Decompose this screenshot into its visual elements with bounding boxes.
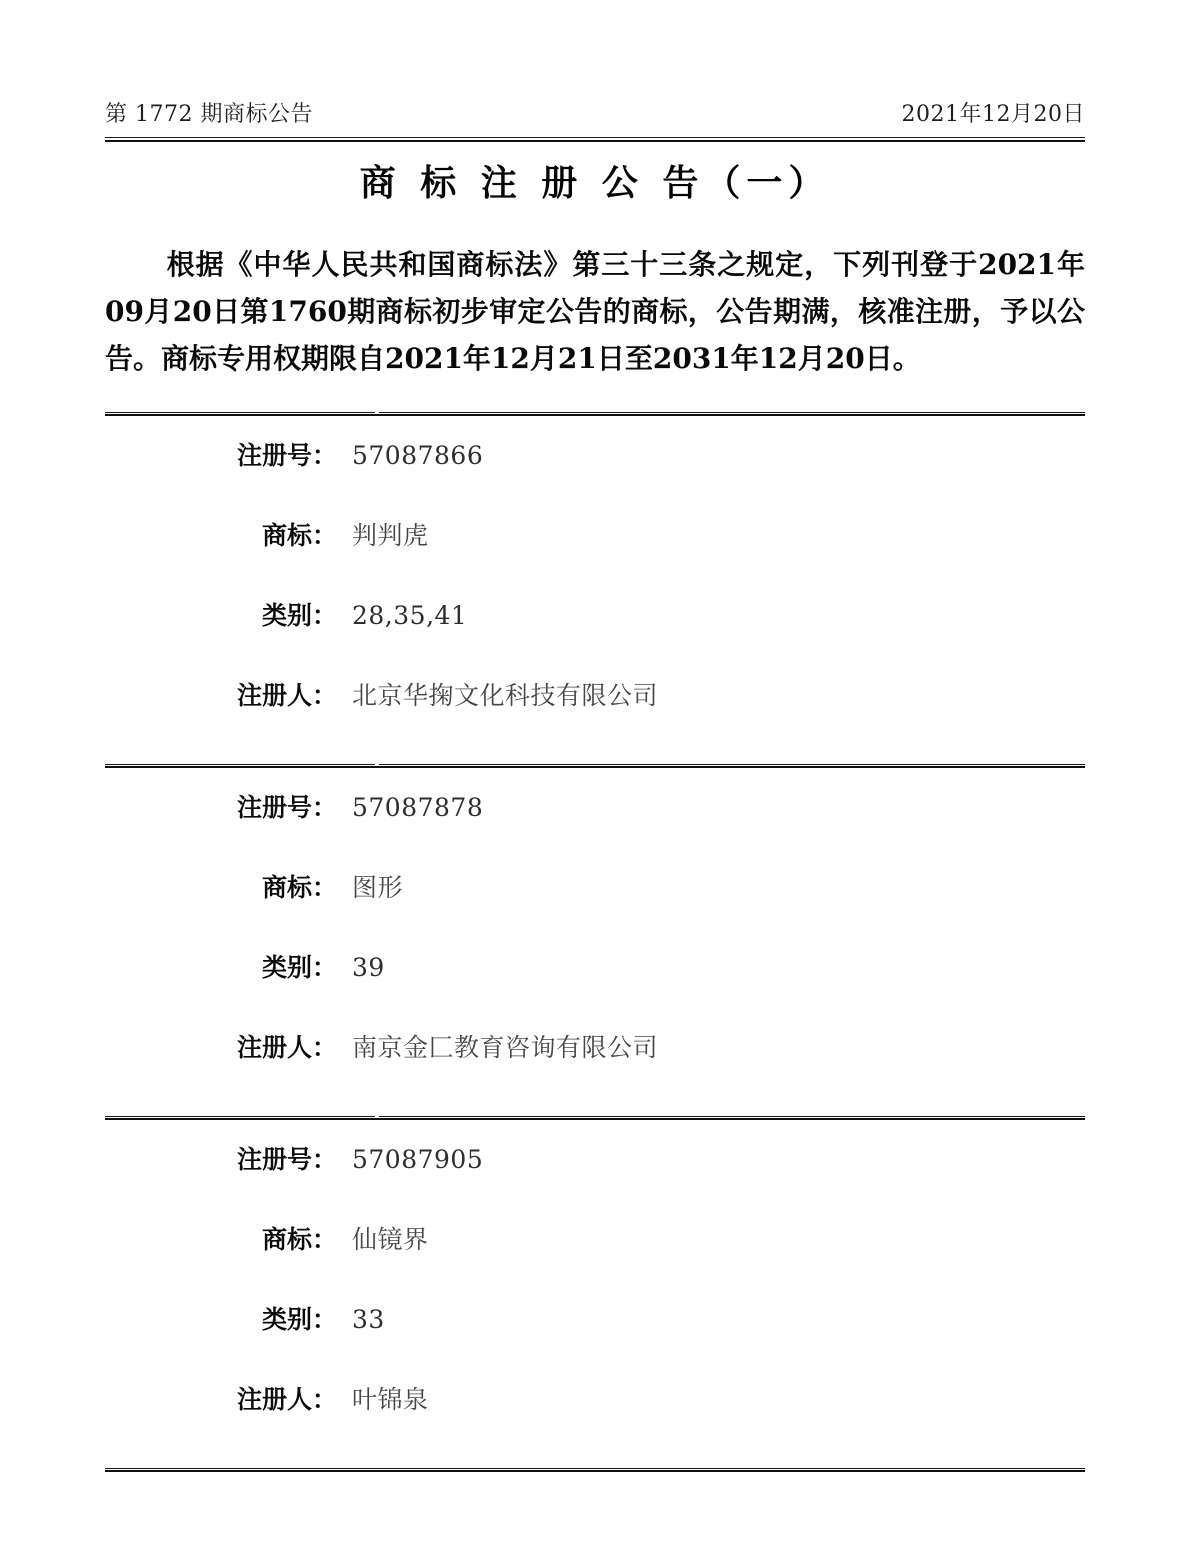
field-value-regno: 57087866 [352, 441, 484, 470]
field-value-regno: 57087878 [352, 793, 484, 822]
record-row-registrant [105, 1380, 1085, 1414]
record-row-category [105, 1300, 1085, 1334]
field-value-trademark: 图形 [352, 873, 404, 902]
records-section [105, 412, 1085, 1472]
record-row-trademark [105, 868, 1085, 902]
field-label-trademark: 商标： [261, 1225, 337, 1254]
record-divider-2 [105, 764, 1085, 768]
record-row-regno [105, 436, 1085, 470]
field-value-category: 33 [352, 1305, 385, 1334]
record-row-regno [105, 788, 1085, 822]
record-3 [105, 1120, 1085, 1414]
page-title: 商 标 注 册 公 告（一） [359, 162, 831, 204]
field-label-regno: 注册号： [236, 1145, 337, 1174]
field-label-trademark: 商标： [261, 521, 337, 550]
field-value-registrant: 叶锦泉 [352, 1385, 429, 1414]
intro-paragraph: 根据《中华人民共和国商标法》第三十三条之规定，下列刊登于2021年09月20日第1760期商标初步审定公告的商标，公告期满，核准注册，予以公告。商标专用权期限自2021年12月21日至2031年12月20日。 [105, 248, 1085, 375]
record-row-registrant [105, 1028, 1085, 1062]
record-2 [105, 768, 1085, 1062]
divider-scan-notch [375, 412, 379, 414]
divider-scan-notch [375, 1116, 379, 1118]
record-row-regno [105, 1140, 1085, 1174]
header-issue-number: 第 1772 期商标公告 [105, 102, 313, 127]
field-label-category: 类别： [261, 601, 337, 630]
field-label-category: 类别： [261, 1305, 337, 1334]
record-1 [105, 416, 1085, 710]
record-row-trademark [105, 1220, 1085, 1254]
divider-scan-notch [375, 764, 379, 766]
field-label-registrant: 注册人： [236, 1033, 337, 1062]
field-value-trademark: 仙镜界 [352, 1225, 429, 1254]
record-row-registrant [105, 676, 1085, 710]
field-label-category: 类别： [261, 953, 337, 982]
header-divider [105, 137, 1085, 142]
field-value-category: 39 [352, 953, 385, 982]
field-value-regno: 57087905 [352, 1145, 484, 1174]
field-value-trademark: 判判虎 [352, 521, 429, 550]
record-row-category [105, 948, 1085, 982]
record-divider-3 [105, 1116, 1085, 1120]
field-label-registrant: 注册人： [236, 681, 337, 710]
header-date: 2021年12月20日 [901, 102, 1085, 127]
bottom-divider [105, 1468, 1085, 1472]
field-label-registrant: 注册人： [236, 1385, 337, 1414]
field-label-regno: 注册号： [236, 793, 337, 822]
field-label-regno: 注册号： [236, 441, 337, 470]
field-value-registrant: 北京华掬文化科技有限公司 [352, 681, 659, 710]
record-divider-1 [105, 412, 1085, 416]
page-header [105, 97, 1085, 128]
record-row-trademark [105, 516, 1085, 550]
field-value-category: 28,35,41 [352, 601, 468, 630]
record-row-category [105, 596, 1085, 630]
field-value-registrant: 南京金匚教育咨询有限公司 [352, 1033, 659, 1062]
field-label-trademark: 商标： [261, 873, 337, 902]
